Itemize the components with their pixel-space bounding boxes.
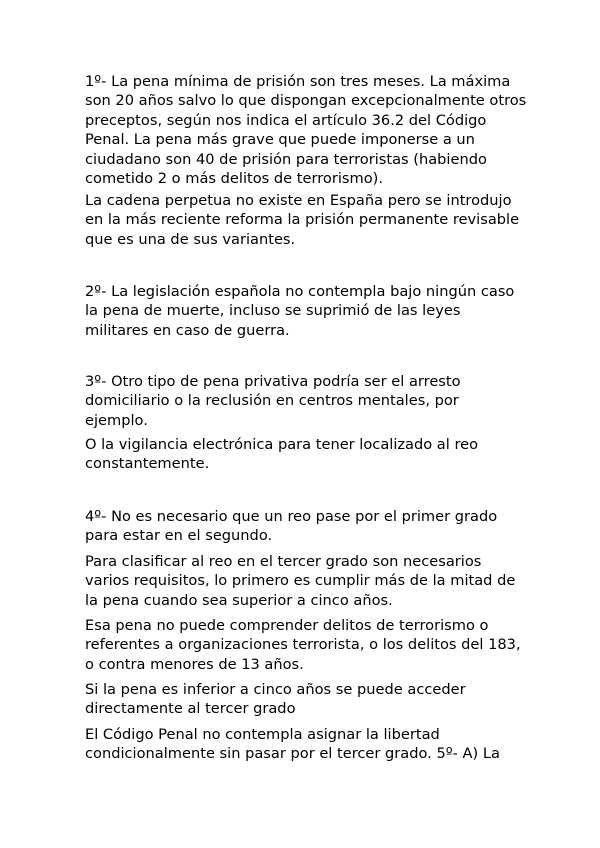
text-line: en la más reciente reforma la prisión permanente revisable bbox=[85, 211, 520, 229]
paragraph-answer-4 bbox=[85, 507, 525, 546]
text-line: condicionalmente sin pasar por el tercer grado. 5º- A) La bbox=[85, 745, 500, 763]
text-line: La cadena perpetua no existe en España pero se introdujo bbox=[85, 192, 512, 209]
text-line: varios requisitos, lo primero es cumplir más de la mitad de bbox=[85, 572, 516, 590]
text-line: El Código Penal no contempla asignar la libertad bbox=[85, 726, 440, 743]
text-line: 3º- Otro tipo de pena privativa podría ser el arresto bbox=[85, 373, 461, 390]
text-line: 4º- No es necesario que un reo pase por el primer grado bbox=[85, 508, 498, 525]
text-line: militares en caso de guerra. bbox=[85, 321, 290, 339]
text-line: Esa pena no puede comprender delitos de terrorismo o bbox=[85, 617, 489, 634]
text-line: 2º- La legislación española no contempla bajo ningún caso bbox=[85, 283, 515, 300]
text-line: para estar en el segundo. bbox=[85, 527, 273, 545]
text-line: o contra menores de 13 años. bbox=[85, 655, 304, 673]
text-line: que es una de sus variantes. bbox=[85, 230, 296, 248]
text-line: directamente al tercer grado bbox=[85, 700, 296, 718]
text-line: Si la pena es inferior a cinco años se puede acceder bbox=[85, 681, 466, 698]
paragraph-libertad-condicional bbox=[85, 725, 525, 764]
text-line: Para clasificar al reo en el tercer grado son necesarios bbox=[85, 553, 482, 570]
paragraph-vigilancia bbox=[85, 435, 525, 474]
paragraph-cadena-perpetua bbox=[85, 191, 525, 249]
text-line: 1º- La pena mínima de prisión son tres meses. La máxima bbox=[85, 73, 511, 90]
text-line: domiciliario o la reclusión en centros mentales, por bbox=[85, 392, 459, 410]
paragraph-answer-1 bbox=[85, 72, 525, 188]
text-line: son 20 años salvo lo que dispongan excepcionalmente otros bbox=[85, 92, 527, 110]
text-line: preceptos, según nos indica el artículo 36.2 del Código bbox=[85, 111, 487, 129]
paragraph-pena-inferior bbox=[85, 680, 525, 719]
text-line: ciudadano son 40 de prisión para terroristas (habiendo bbox=[85, 150, 487, 168]
paragraph-answer-2 bbox=[85, 282, 525, 340]
text-line: la pena de muerte, incluso se suprimió de las leyes bbox=[85, 302, 461, 320]
text-line: Penal. La pena más grave que puede imponerse a un bbox=[85, 131, 475, 149]
text-line: ejemplo. bbox=[85, 411, 148, 429]
text-line: la pena cuando sea superior a cinco años. bbox=[85, 591, 393, 609]
paragraph-terrorismo bbox=[85, 616, 525, 674]
paragraph-answer-3 bbox=[85, 372, 525, 430]
text-line: referentes a organizaciones terrorista, o los delitos del 183, bbox=[85, 636, 521, 654]
text-line: constantemente. bbox=[85, 455, 210, 473]
paragraph-tercer-grado bbox=[85, 552, 525, 610]
text-line: cometido 2 o más delitos de terrorismo). bbox=[85, 170, 383, 188]
text-line: O la vigilancia electrónica para tener localizado al reo bbox=[85, 436, 479, 453]
